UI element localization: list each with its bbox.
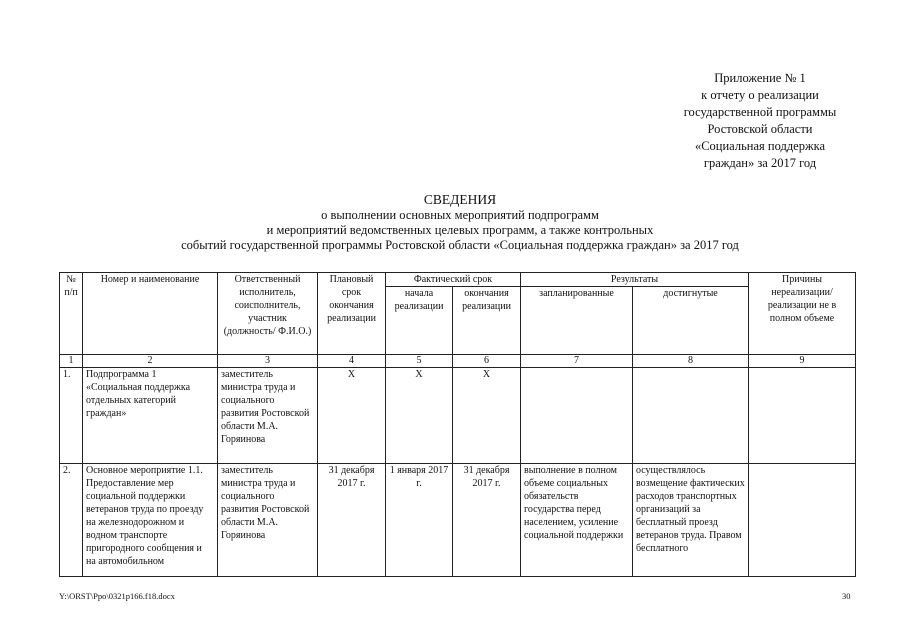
appendix-line: государственной программы [683,105,837,119]
report-table [59,272,856,577]
file-path: Y:\ORST\Ppo\0321p166.f18.docx [59,591,175,601]
column-number: 5 [386,355,453,368]
column-number: 9 [749,355,856,368]
header-results-planned: запланированные [521,287,633,355]
header-executor: Ответственный исполнитель, соисполнитель, участник (должность/ Ф.И.О.) [218,273,318,355]
cell-name: Подпрограмма 1 «Социальная поддержка отдельных категорий граждан» [83,368,218,464]
cell-actual-end: 31 декабря 2017 г. [453,464,521,577]
cell-executor: заместитель министра труда и социального развития Ростовской области М.А. Горяинова [218,368,318,464]
column-number: 6 [453,355,521,368]
heading-line: событий государственной программы Ростовской области «Социальная поддержка граждан» за 2017 год [181,238,739,252]
header-results-group: Результаты [521,273,749,287]
appendix-note [640,70,880,172]
heading-line: и мероприятий ведомственных целевых программ, а также контрольных [266,223,654,237]
cell-planned: 31 декабря 2017 г. [318,464,386,577]
cell-planned: Х [318,368,386,464]
appendix-line: «Социальная поддержка [694,139,826,153]
cell-results-planned [521,368,633,464]
column-number: 7 [521,355,633,368]
page-number: 30 [842,591,851,601]
cell-executor: заместитель министра труда и социального развития Ростовской области М.А. Горяинова [218,464,318,577]
document-heading [80,191,840,253]
header-num: № п/п [60,273,83,355]
cell-results-planned: выполнение в полном объеме социальных обязательств государства перед населением, усиление социальной поддержки [521,464,633,577]
column-number: 8 [633,355,749,368]
cell-results-achieved [633,368,749,464]
appendix-line: Приложение № 1 [714,71,806,85]
header-name: Номер и наименование [83,273,218,355]
heading-line: о выполнении основных мероприятий подпрограмм [321,208,599,222]
cell-actual-start: 1 января 2017 г. [386,464,453,577]
appendix-line: граждан» за 2017 год [703,156,817,170]
column-number: 3 [218,355,318,368]
appendix-line: к отчету о реализации [701,88,819,102]
header-planned: Плановый срок окончания реализации [318,273,386,355]
header-actual-end: окончания реализации [453,287,521,355]
cell-results-achieved: осуществлялось возмещение фактических расходов транспортных организаций за бесплатный проезд ветеранов труда. Правом бесплатного [633,464,749,577]
cell-actual-start: Х [386,368,453,464]
header-actual-start: начала реализации [386,287,453,355]
cell-reasons [749,464,856,577]
column-number: 2 [83,355,218,368]
cell-actual-end: Х [453,368,521,464]
table-header-row [60,273,856,287]
cell-reasons [749,368,856,464]
column-number: 1 [60,355,83,368]
header-reasons: Причины нереализации/ реализации не в полном объеме [749,273,856,355]
cell-num: 1. [60,368,83,464]
cell-num: 2. [60,464,83,577]
table-row [60,368,856,464]
document-title: СВЕДЕНИЯ [423,192,497,207]
table-row [60,464,856,577]
appendix-line: Ростовской области [707,122,813,136]
column-number-row [60,355,856,368]
cell-name: Основное мероприятие 1.1. Предоставление мер социальной поддержки ветеранов труда по проезду на железнодорожном и водном транспорте пригородного сообщения и на автомобильном [83,464,218,577]
column-number: 4 [318,355,386,368]
header-results-achieved: достигнутые [633,287,749,355]
header-actual-group: Фактический срок [386,273,521,287]
